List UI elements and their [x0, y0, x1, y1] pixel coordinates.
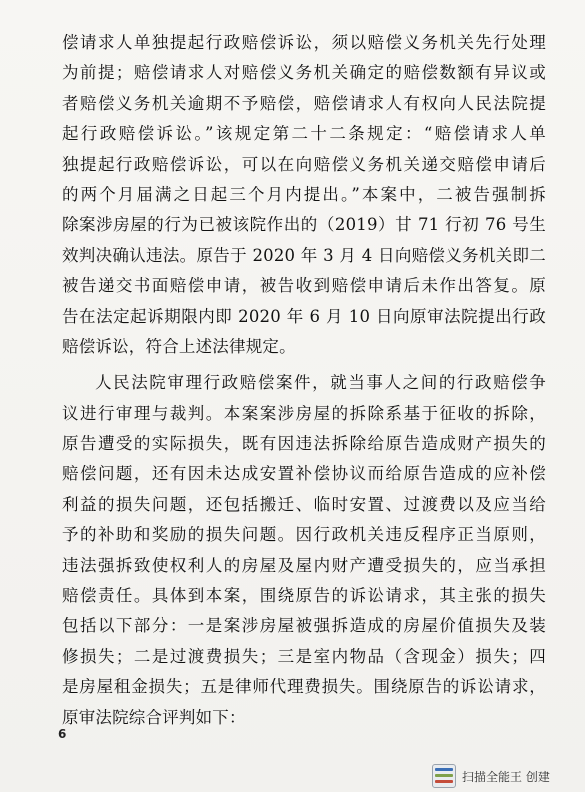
page-number: 6: [58, 727, 67, 741]
text-line: 原告遭受的实际损失，既有因违法拆除给原告造成财产损失的: [62, 434, 546, 454]
text-line: 予的补助和奖励的损失问题。因行政机关违反程序正当原则，: [62, 525, 546, 545]
text-line: 为前提；赔偿请求人对赔偿义务机关确定的赔偿数额有异议或: [62, 63, 546, 83]
text-line: 人民法院审理行政赔偿案件，就当事人之间的行政赔偿争: [95, 373, 546, 393]
text-line: 独提起行政赔偿诉讼，可以在向赔偿义务机关递交赔偿申请后: [62, 154, 546, 174]
text-line: 赔偿诉讼，符合上述法律规定。: [62, 336, 296, 356]
text-line: 修损失；二是过渡费损失；三是室内物品（含现金）损失；四: [62, 646, 546, 666]
text-line: 赔偿问题，还有因未达成安置补偿协议而给原告造成的应补偿: [62, 464, 546, 484]
watermark-text: 扫描全能王 创建: [462, 769, 550, 784]
text-line: 违法强拆致使权利人的房屋及屋内财产遭受损失的，应当承担: [62, 555, 546, 575]
text-line: 议进行审理与裁判。本案案涉房屋的拆除系基于征收的拆除，: [62, 403, 546, 423]
paragraph-1: [62, 28, 546, 362]
paragraph-2: [62, 368, 546, 733]
text-line: 者赔偿义务机关逾期不予赔偿，赔偿请求人有权向人民法院提: [62, 93, 546, 113]
text-line: 被告递交书面赔偿申请，被告收到赔偿申请后未作出答复。原: [62, 276, 546, 296]
scanner-watermark: [432, 764, 550, 788]
document-body: [62, 28, 546, 733]
scanner-app-logo-icon: [432, 764, 456, 788]
text-line: 的两个月届满之日起三个月内提出。”本案中，二被告强制拆: [62, 184, 546, 204]
text-line: 告在法定起诉期限内即 2020 年 6 月 10 日向原审法院提出行政: [62, 306, 546, 326]
text-line: 偿请求人单独提起行政赔偿诉讼，须以赔偿义务机关先行处理: [62, 33, 546, 52]
text-line: 赔偿责任。具体到本案，围绕原告的诉讼请求，其主张的损失: [62, 586, 546, 606]
text-line: 包括以下部分：一是案涉房屋被强拆造成的房屋价值损失及装: [62, 616, 546, 636]
text-line: 利益的损失问题，还包括搬迁、临时安置、过渡费以及应当给: [62, 494, 546, 514]
text-line: 除案涉房屋的行为已被该院作出的（2019）甘 71 行初 76 号生: [62, 215, 546, 235]
text-line: 起行政赔偿诉讼。”该规定第二十二条规定：“赔偿请求人单: [62, 124, 546, 144]
text-line: 原审法院综合评判如下：: [62, 707, 246, 727]
text-line: 效判决确认违法。原告于 2020 年 3 月 4 日向赔偿义务机关即二: [62, 245, 546, 265]
text-line: 是房屋租金损失；五是律师代理费损失。围绕原告的诉讼请求，: [62, 677, 546, 697]
